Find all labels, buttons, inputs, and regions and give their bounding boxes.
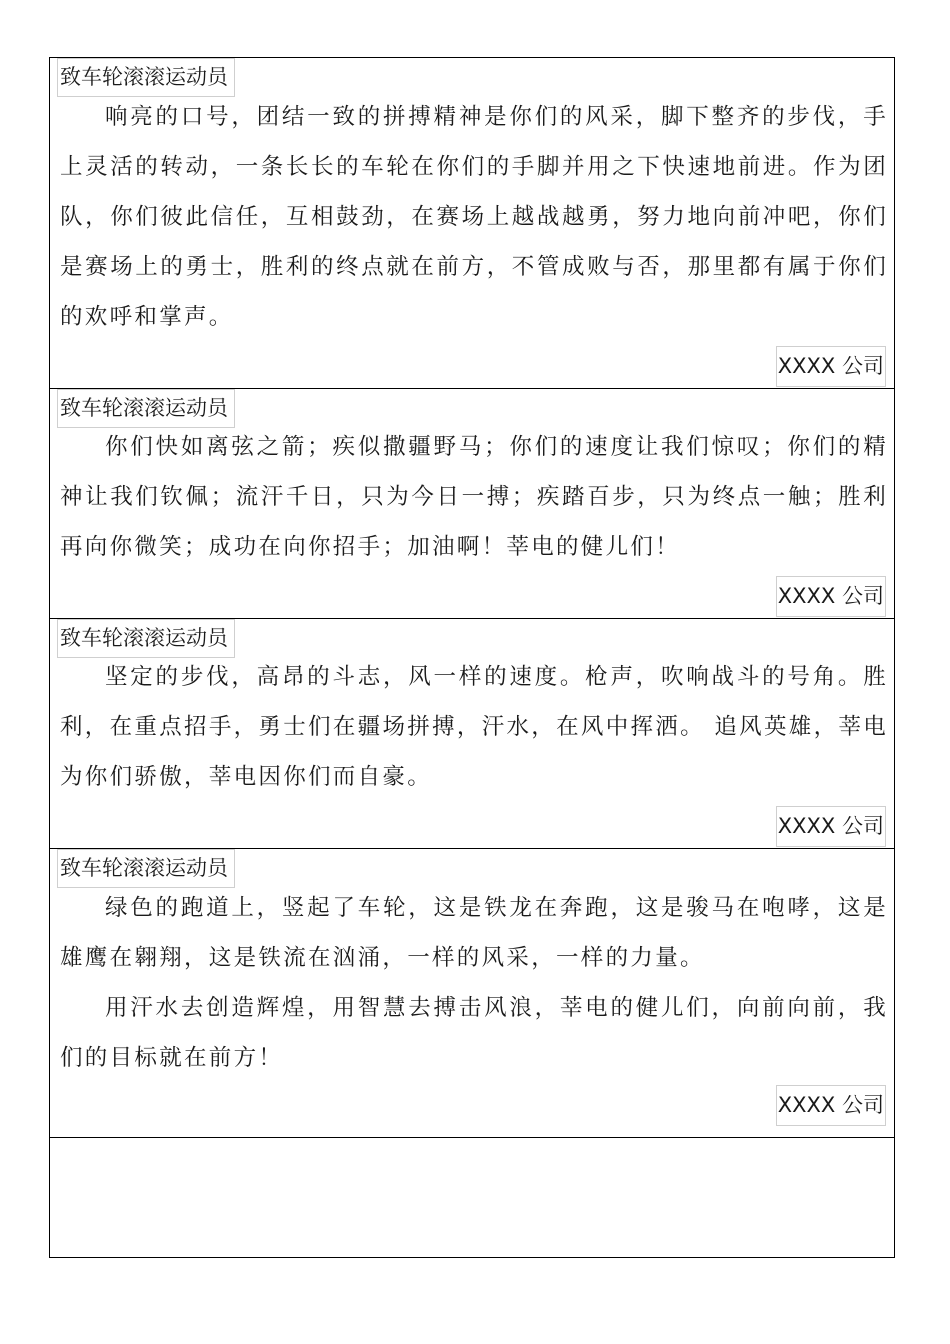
cell-title: 致车轮滚滚运动员: [57, 389, 235, 428]
message-body: [60, 652, 888, 802]
message-paragraph: 响亮的口号，团结一致的拼搏精神是你们的风采，脚下整齐的步伐，手上灵活的转动，一条长长的车轮在你们的手脚并用之下快速地前进。作为团队，你们彼此信任，互相鼓劲，在赛场上越战越勇，努力地向前冲吧，你们是赛场上的勇士，胜利的终点就在前方，不管成败与否，那里都有属于你们的欢呼和掌声。: [60, 104, 888, 330]
message-paragraph: 用汗水去创造辉煌，用智慧去搏击风浪，莘电的健儿们，向前向前，我们的目标就在前方！: [60, 995, 888, 1071]
message-cell-2: [50, 389, 894, 619]
message-cell-3: [50, 619, 894, 849]
message-body: [60, 883, 888, 1083]
signature: XXXX 公司: [776, 806, 886, 847]
cell-title: 致车轮滚滚运动员: [57, 619, 235, 658]
cell-title: 致车轮滚滚运动员: [57, 58, 235, 97]
message-cell-1: [50, 58, 894, 389]
message-paragraph: 绿色的跑道上，竖起了车轮，这是铁龙在奔跑，这是骏马在咆哮，这是雄鹰在翱翔，这是铁流在汹涌，一样的风采，一样的力量。: [60, 895, 888, 971]
signature: XXXX 公司: [776, 346, 886, 387]
cell-title: 致车轮滚滚运动员: [57, 849, 235, 888]
empty-cell: [50, 1138, 894, 1257]
message-paragraph: 坚定的步伐，高昂的斗志，风一样的速度。枪声，吹响战斗的号角。胜利，在重点招手，勇士们在疆场拼搏，汗水，在风中挥洒。 追风英雄，莘电为你们骄傲，莘电因你们而自豪。: [60, 664, 888, 790]
message-body: [60, 92, 888, 342]
signature: XXXX 公司: [776, 1085, 886, 1126]
message-body: [60, 422, 888, 572]
message-paragraph: 你们快如离弦之箭；疾似撒疆野马；你们的速度让我们惊叹；你们的精神让我们钦佩；流汗千日，只为今日一搏；疾踏百步，只为终点一触；胜利再向你微笑；成功在向你招手；加油啊！莘电的健儿们！: [60, 434, 888, 560]
message-cell-4: [50, 849, 894, 1138]
document-table: [49, 57, 895, 1258]
signature: XXXX 公司: [776, 576, 886, 617]
